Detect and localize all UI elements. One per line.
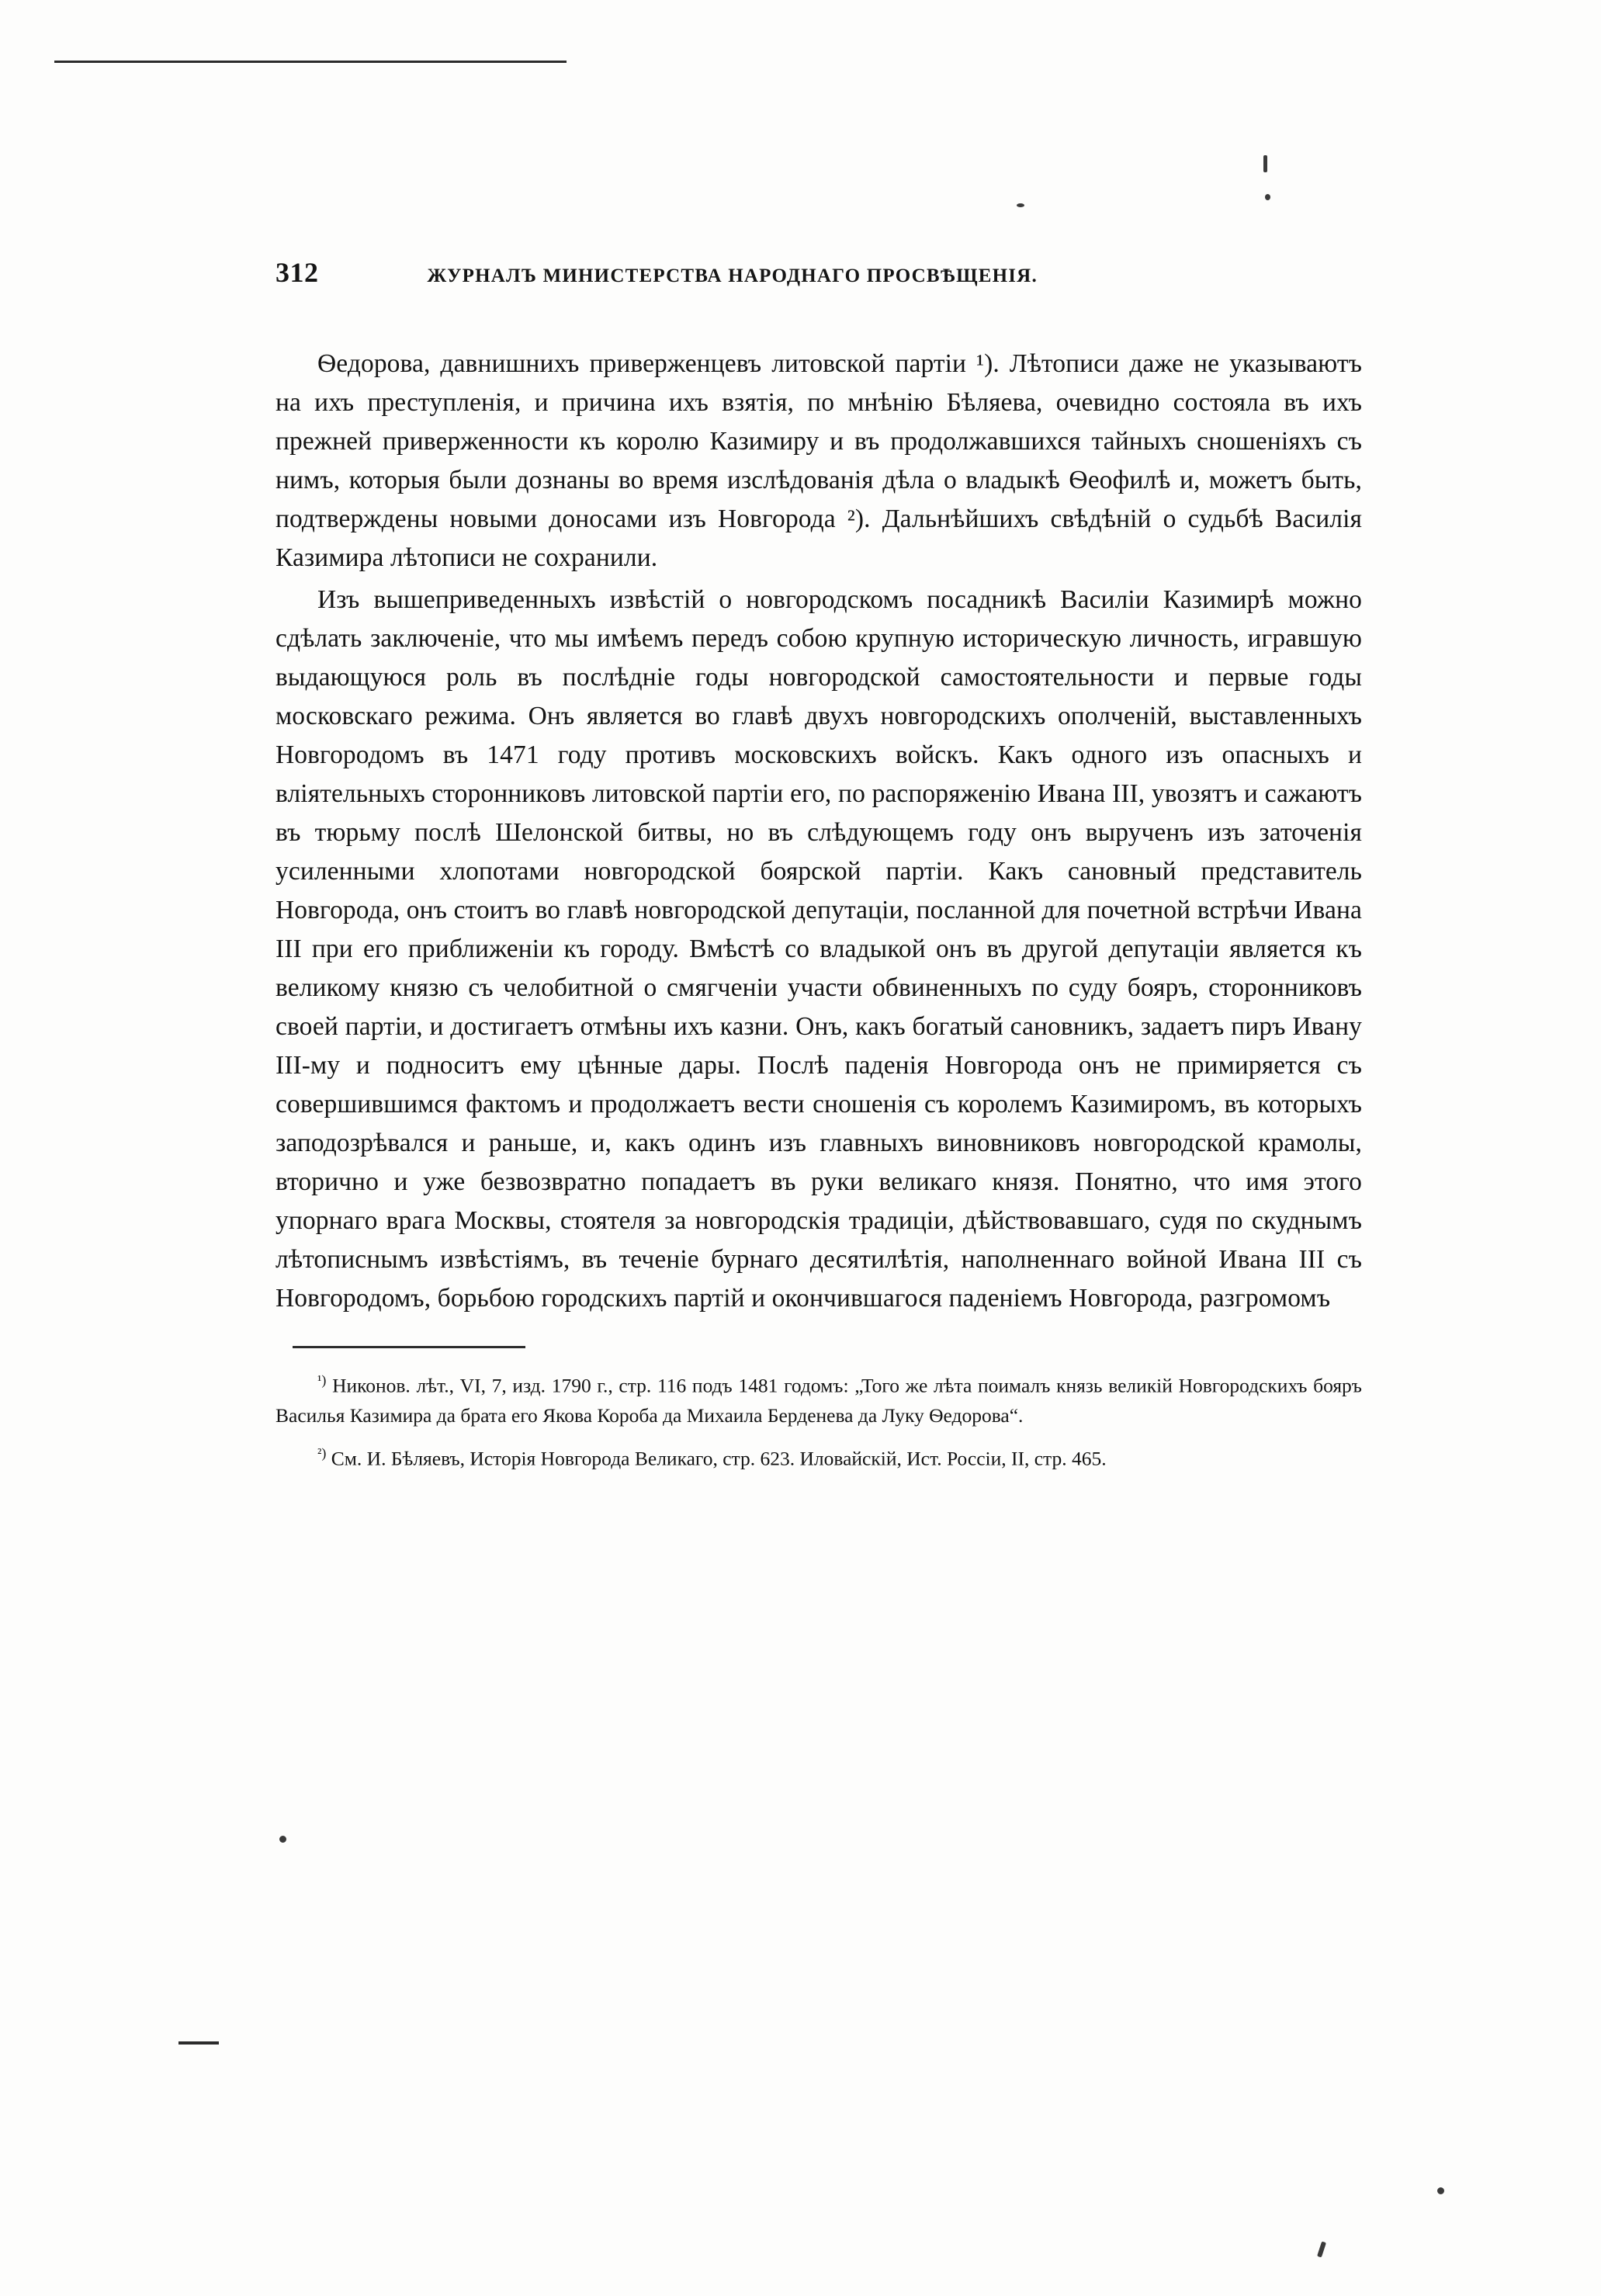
body-paragraph: Ѳедорова, давнишнихъ приверженцевъ литовской партіи ¹). Лѣтописи даже не указываютъ на ихъ преступленія, и причина ихъ взятія, по мнѣнію Бѣляева, очевидно состояла въ ихъ прежней приверженности къ королю Казимиру и въ продолжавшихся тайныхъ сношеніяхъ съ нимъ, которыя были дознаны во время изслѣдованія дѣла о владыкѣ Ѳеофилѣ и, можетъ быть, подтверждены новыми доносами изъ Новгорода ²). Дальнѣйшихъ свѣдѣній о судьбѣ Василія Казимира лѣтописи не сохранили.	[275, 349, 1362, 572]
scan-speck	[1263, 155, 1267, 172]
page-number: 312	[275, 257, 319, 288]
page-header	[275, 256, 1362, 289]
footnote-item	[275, 1365, 1362, 1431]
footnote-block	[275, 1365, 1362, 1473]
footnote-text: Никонов. лѣт., VI, 7, изд. 1790 г., стр. 116 подъ 1481 годомъ: „Того же лѣта поималъ князь великій Новгородскихъ бояръ Василья Казимира да брата его Якова Короба да Михаила Берденева да Луку Ѳедорова“.	[275, 1374, 1362, 1427]
bottom-rule-mark	[178, 2041, 219, 2045]
page-content	[275, 256, 1362, 1481]
scan-speck	[279, 1836, 286, 1843]
scan-speck	[1437, 2187, 1444, 2194]
top-rule-mark	[54, 61, 567, 63]
footnote-separator	[293, 1346, 525, 1348]
running-head: ЖУРНАЛЪ МИНИСТЕРСТВА НАРОДНАГО ПРОСВѢЩЕНІЯ.	[427, 265, 1038, 286]
footnote-text: См. И. Бѣляевъ, Исторія Новгорода Великаго, стр. 623. Иловайскій, Ист. Россіи, II, стр. 465.	[331, 1447, 1107, 1469]
body-paragraph: Изъ вышеприведенныхъ извѣстій о новгородскомъ посадникѣ Василіи Казимирѣ можно сдѣлать заключеніе, что мы имѣемъ передъ собою крупную историческую личность, игравшую выдающуюся роль въ послѣдніе годы новгородской самостоятельности и первые годы московскаго режима. Онъ является во главѣ двухъ новгородскихъ ополченій, выставленныхъ Новгородомъ въ 1471 году противъ московскихъ войскъ. Какъ одного изъ опасныхъ и вліятельныхъ сторонниковъ литовской партіи его, по распоряженію Ивана III, увозятъ и сажаютъ въ тюрьму послѣ Шелонской битвы, но въ слѣдующемъ году онъ вырученъ изъ заточенія усиленными хлопотами новгородской боярской партіи. Какъ сановный представитель Новгорода, онъ стоитъ во главѣ новгородской депутаціи, посланной для почетной встрѣчи Ивана III при его приближеніи къ городу. Вмѣстѣ со владыкой онъ въ другой депутаціи является къ великому князю съ челобитной о смягченіи участи обвиненныхъ по суду бояръ, сторонниковъ своей партіи, и достигаетъ отмѣны ихъ казни. Онъ, какъ богатый сановникъ, задаетъ пиръ Ивану III-му и подноситъ ему цѣнные дары. Послѣ паденія Новгорода онъ не примиряется съ совершившимся фактомъ и продолжаетъ вести сношенія съ королемъ Казимиромъ, въ которыхъ заподозрѣвался и раньше, и, какъ одинъ изъ главныхъ виновниковъ новгородской крамолы, вторично и уже безвозвратно попадаетъ въ руки великаго князя. Понятно, что имя этого упорнаго врага Москвы, стоятеля за новгородскія традиціи, дѣйствовавшаго, судя по скуднымъ лѣтописнымъ извѣстіямъ, въ теченіе бурнаго десятилѣтія, наполненнаго войной Ивана III съ Новгородомъ, борьбою городскихъ партій и окончившагося паденіемъ Новгорода, разгромомъ	[275, 585, 1362, 1313]
footnote-item	[275, 1438, 1362, 1474]
scan-speck	[1017, 203, 1024, 207]
scan-speck	[1317, 2242, 1326, 2258]
scan-speck	[1265, 194, 1270, 200]
footnote-marker: ²)	[317, 1445, 327, 1461]
footnote-marker: ¹)	[317, 1372, 327, 1388]
